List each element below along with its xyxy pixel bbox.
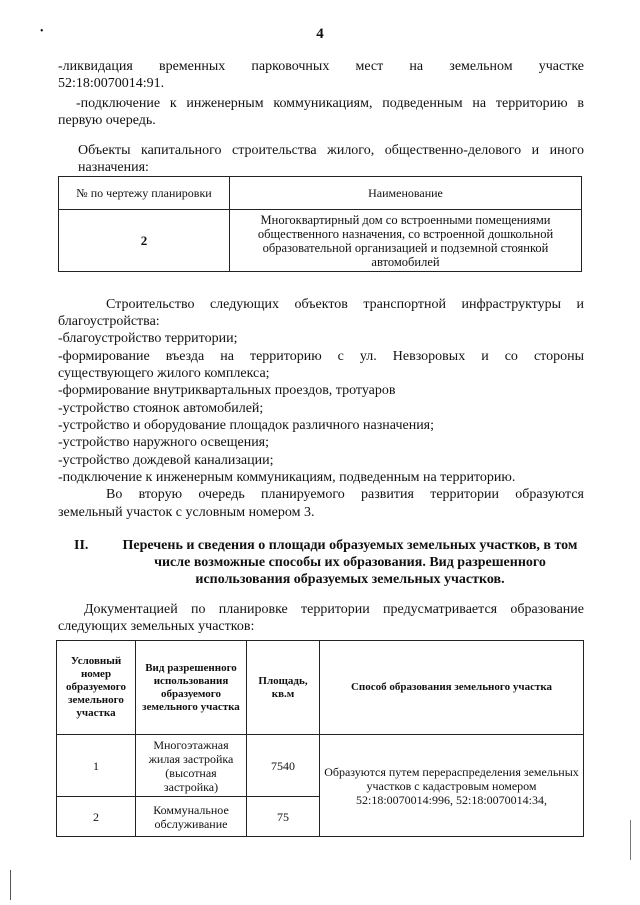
table2-cell-use: Многоэтажная жилая застройка (высотная застройка)	[136, 735, 247, 797]
text-line: Документацией по планировке территории предусматривается образование	[84, 602, 584, 617]
text-line: первую очередь.	[58, 113, 156, 128]
text-line: -устройство стоянок автомобилей;	[58, 401, 264, 416]
text-line: -благоустройство территории;	[58, 331, 238, 346]
table1-cell-num: 2	[59, 210, 230, 272]
table-row	[57, 735, 584, 797]
table-row	[59, 210, 582, 272]
objects-heading-2: назначения:	[78, 160, 149, 175]
text-line: -ликвидация временных парковочных мест на земельном участке	[58, 59, 584, 74]
text-line: -устройство дождевой канализации;	[58, 453, 274, 468]
table2-cell-method: Образуются путем перераспределения земельных участков с кадастровым номером 52:18:0070014:996, 52:18:0070014:34,	[320, 735, 584, 837]
table2-cell-area: 75	[247, 797, 320, 837]
table2-header-num: Условный номер образуемого земельного участка	[57, 641, 136, 735]
text-line: -устройство наружного освещения;	[58, 435, 270, 450]
objects-table	[58, 176, 582, 272]
text-line: существующего жилого комплекса;	[58, 366, 270, 381]
table2-cell-num: 1	[57, 735, 136, 797]
text-line: земельный участок с условным номером 3.	[58, 505, 315, 520]
scan-edge-mark	[10, 870, 11, 900]
table2-header-method: Способ образования земельного участка	[320, 641, 584, 735]
text-line: -формирование въезда на территорию с ул. Невзоровых и со стороны	[58, 349, 584, 364]
text-line: Строительство следующих объектов транспортной инфраструктуры и	[106, 297, 584, 312]
text-line: -подключение к инженерным коммуникациям, подведенным на территорию в	[76, 96, 584, 111]
table2-header-use: Вид разрешенного использования образуемого земельного участка	[136, 641, 247, 735]
land-plots-table	[56, 640, 584, 837]
table1-header-num: № по чертежу планировки	[59, 177, 230, 210]
objects-heading: Объекты капитального строительства жилого, общественно-делового и иного	[78, 143, 584, 158]
text-line: 52:18:0070014:91.	[58, 76, 165, 91]
table1-cell-name: Многоквартирный дом со встроенными помещениями общественного назначения, со встроенной дошкольной образовательной организацией и подземной стоянкой автомобилей	[230, 210, 582, 272]
corner-mark: •	[40, 26, 44, 37]
text-line: благоустройства:	[58, 314, 160, 329]
table2-cell-num: 2	[57, 797, 136, 837]
table2-cell-use: Коммунальное обслуживание	[136, 797, 247, 837]
text-line: -подключение к инженерным коммуникациям, подведенным на территорию.	[58, 470, 516, 485]
section-heading	[66, 537, 586, 588]
page-number: 4	[316, 26, 324, 42]
text-line: -устройство и оборудование площадок различного назначения;	[58, 418, 435, 433]
text-line: Во вторую очередь планируемого развития территории образуются	[106, 487, 584, 502]
table2-header-area: Площадь, кв.м	[247, 641, 320, 735]
text-line: -формирование внутриквартальных проездов, тротуаров	[58, 383, 396, 398]
text-line: следующих земельных участков:	[58, 619, 255, 634]
table2-cell-area: 7540	[247, 735, 320, 797]
scan-edge-mark	[630, 820, 631, 860]
section-number: II.	[74, 538, 89, 553]
table1-header-name: Наименование	[230, 177, 582, 210]
section-title: Перечень и сведения о площади образуемых земельных участков, в том числе возможные способы их образования. Вид разрешенного использования образуемых земельных участков.	[122, 538, 578, 587]
